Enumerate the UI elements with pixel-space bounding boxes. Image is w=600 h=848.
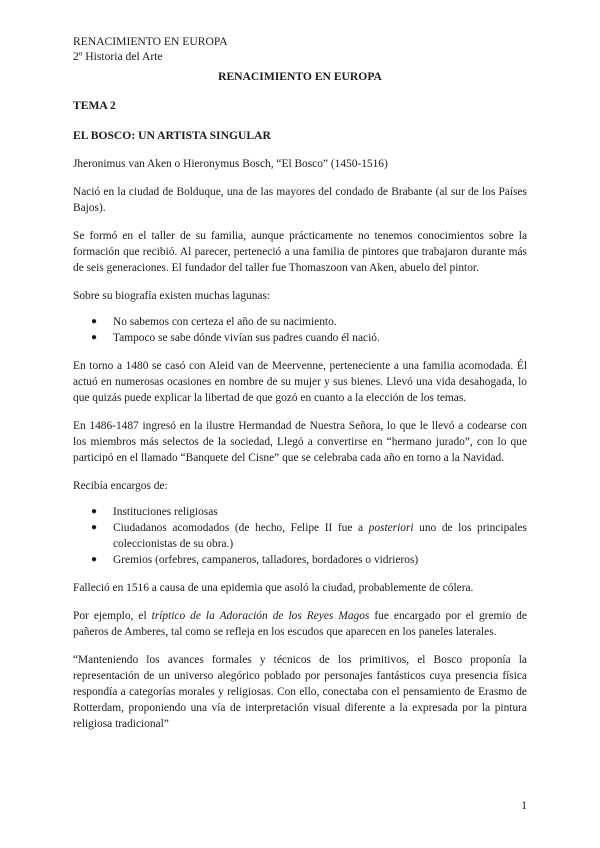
bullet-icon: ● — [91, 522, 98, 533]
list-item-text: Tampoco se sabe dónde vivían sus padres cuando él nació. — [113, 332, 380, 344]
paragraph-text: fue encargado por el gremio de pañeros de Amberes, tal como se refleja en los escudos que aparecen en los paneles laterales. — [73, 610, 527, 638]
list-item — [73, 552, 527, 568]
bullet-icon: ● — [91, 316, 98, 327]
bullet-icon: ● — [91, 554, 98, 565]
page-number: 1 — [521, 799, 527, 812]
list-item-text: uno de los principales coleccionistas de su obra.) — [113, 522, 527, 550]
paragraph-triptych — [73, 608, 527, 640]
list-item-text: Ciudadanos acomodados (de hecho, Felipe II fue a — [113, 522, 369, 534]
header-subtitle: 2º Historia del Arte — [73, 50, 163, 63]
list-item — [73, 330, 527, 346]
list-item-text: Instituciones religiosas — [113, 506, 218, 518]
paragraph-commissions-intro: Recibía encargos de: — [73, 480, 168, 492]
list-item — [73, 314, 527, 330]
paragraph-birthplace: Nació en la ciudad de Bolduque, una de las mayores del condado de Brabante (al sur de los Países Bajos). — [73, 186, 527, 214]
artwork-title: tríptico de la Adoración de los Reyes Magos — [151, 610, 370, 622]
biography-list — [73, 314, 527, 346]
bullet-icon: ● — [91, 332, 98, 343]
list-item-text: No sabemos con certeza el año de su nacimiento. — [113, 316, 337, 328]
document-title: RENACIMIENTO EN EUROPA — [218, 70, 382, 83]
list-item — [73, 520, 527, 552]
paragraph-marriage: En torno a 1480 se casó con Aleid van de Meervenne, perteneciente a una familia acomodada. Él actuó en numerosas ocasiones en nombre de su mujer y sus bienes. Llevó una vida desahogada, lo que quizás puede explicar la libertad de que gozó en cuanto a la elección de los temas. — [73, 360, 527, 404]
paragraph-quote: “Manteniendo los avances formales y técnicos de los primitivos, el Bosco proponía la representación de un universo alegórico poblado por personajes fantásticos cuya presencia física respondía a categorías morales y religiosas. Con ello, conectaba con el pensamiento de Erasmo de Rotterdam, proponiendo una vía de interpretación visual diferente a la expresada por la pintura religiosa tradicional” — [73, 654, 527, 730]
commissions-list — [73, 504, 527, 568]
paragraph-biography-intro: Sobre su biografía existen muchas lagunas: — [73, 290, 271, 302]
paragraph-text: Por ejemplo, el — [73, 610, 152, 622]
paragraph-author-name: Jheronimus van Aken o Hieronymus Bosch, “El Bosco” (1450-1516) — [73, 158, 388, 170]
list-item — [73, 504, 527, 520]
paragraph-brotherhood: En 1486-1487 ingresó en la ilustre Hermandad de Nuestra Señora, lo que le llevó a codearse con los miembros más selectos de la sociedad, Llegó a convertirse en “hermano jurado”, con lo que participó en el llamado “Banquete del Cisne” que se celebraba cada año en torno a la Navidad. — [73, 420, 527, 464]
bullet-icon: ● — [91, 506, 98, 517]
paragraph-training: Se formó en el taller de su familia, aunque prácticamente no tenemos conocimientos sobre la formación que recibió. Al parecer, perteneció a una familia de pintores que trabajaron durante más de seis generaciones. El fundador del taller fue Thomaszoon van Aken, abuelo del pintor. — [73, 230, 527, 274]
section-title: EL BOSCO: UN ARTISTA SINGULAR — [73, 129, 271, 142]
list-item-text: Gremios (orfebres, campaneros, talladores, bordadores o vidrieros) — [113, 554, 419, 566]
tema-heading: TEMA 2 — [73, 99, 116, 112]
list-item-italic-text: posteriori — [368, 522, 414, 534]
paragraph-death: Falleció en 1516 a causa de una epidemia que asoló la ciudad, probablemente de cólera. — [73, 582, 474, 594]
header-title: RENACIMIENTO EN EUROPA — [73, 35, 228, 48]
